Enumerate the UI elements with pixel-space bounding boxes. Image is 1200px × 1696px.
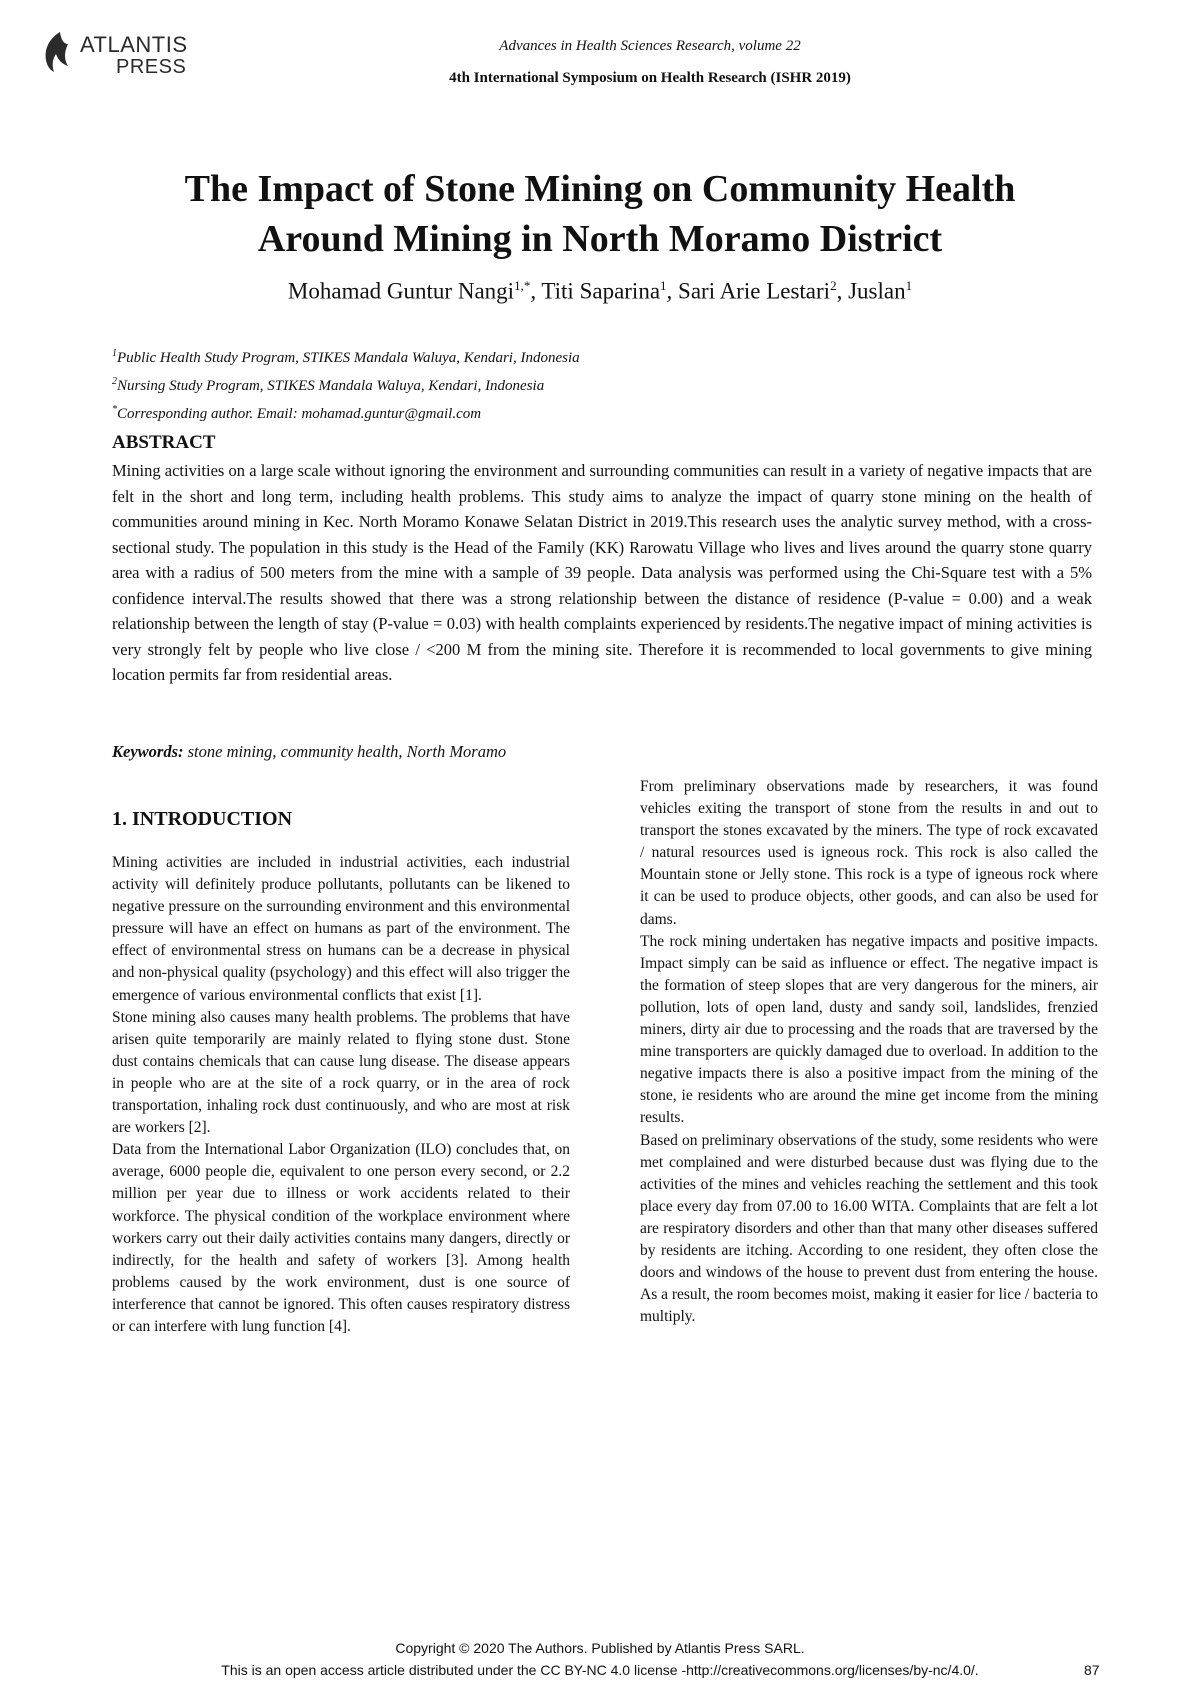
author-affiliation-marker: 1 [660,278,667,293]
body-paragraph: Stone mining also causes many health problems. The problems that have arisen quite temporarily are mainly related to flying stone dust. Stone dust contains chemicals that can cause lung disease. The disease appears in people who are at the site of a rock quarry, or in the area of rock transportation, inhaling rock dust continuously, and who are most at risk are workers [2]. [112,1008,570,1137]
author-name: Juslan [848,278,906,304]
body-paragraph: The rock mining undertaken has negative impacts and positive impacts. Impact simply can be said as influence or effect. The negative impact is the formation of steep slopes that are very dangerous for the miners, air pollution, lots of open land, dusty and sandy soil, landslides, frenzied miners, dirty air due to processing and the roads that are traversed by the mine transporters are quickly damaged due to overload. In addition to the negative impacts there is also a positive impact from the mining of the stone, ie residents who are around the mine get income from the mining results. [640,932,1098,1127]
body-paragraph: Data from the International Labor Organization (ILO) concludes that, on average, 6000 people die, equivalent to one person every second, or 2.2 million per year due to illness or work accidents related to their workforce. The physical condition of the workplace environment where workers carry out their daily activities contains many dangers, directly or indirectly, for the health and safety of workers [3]. Among health problems caused by the work environment, dust is one source of interference that cannot be ignored. This often causes respiratory distress or can interfere with lung function [4]. [112,1141,570,1335]
footer-license: This is an open access article distributed under the CC BY-NC 4.0 license -http://creativecommons.org/licenses/by-nc/4.0/. [221,1662,979,1678]
author-separator: , [666,278,679,304]
body-paragraph: Based on preliminary observations of the study, some residents who were met complained and were disturbed because dust was flying due to the activities of the mines and vehicles reaching the settlement and this took place every day from 07.00 to 16.00 WITA. Complaints that are felt a lot are respiratory disorders and other than that many other diseases suffered by residents are itching. According to one resident, they often close the doors and windows of the house to prevent dust from entering the house. As a result, the room becomes moist, making it easier for lice / bacteria to multiply. [640,1131,1098,1326]
title-line-1: The Impact of Stone Mining on Community Health [184,168,1016,210]
author-separator: , [836,278,849,304]
body-paragraph: Mining activities are included in industrial activities, each industrial activity will definitely produce pollutants, pollutants can be likened to negative pressure on the surrounding environment and this environmental pressure will have an effect on humans as part of the environment. The effect of environmental stress on humans can be a decrease in physical and non-physical quality (psychology) and this effect will also trigger the emergence of various environmental conflicts that exist [1]. [112,854,570,1004]
affiliation-text: Nursing Study Program, STIKES Mandala Waluya, Kendari, Indonesia [117,378,545,394]
keywords-label: Keywords: [112,742,184,761]
title-line-2: Around Mining in North Moramo District [257,218,943,260]
affiliation-marker: 2 [112,376,117,387]
series-title: Advances in Health Sciences Research, volume 22 [499,38,801,54]
section-heading-introduction: 1. INTRODUCTION [112,808,293,830]
author-affiliation-marker: 1,* [514,278,531,293]
affiliation-list [112,342,580,426]
author-name: Mohamad Guntur Nangi [287,278,515,304]
author-list [120,278,1080,305]
affiliation-item [112,398,580,426]
author-separator: , [530,278,542,304]
footer-copyright: Copyright © 2020 The Authors. Published by Atlantis Press SARL. [395,1640,805,1656]
affiliation-marker: 1 [112,348,117,359]
logo-text-press: PRESS [116,56,187,78]
author-affiliation-marker: 2 [830,278,837,293]
conference-title: 4th International Symposium on Health Research (ISHR 2019) [449,70,851,86]
affiliation-item [112,342,580,370]
author-affiliation-marker: 1 [905,278,913,293]
abstract-heading: ABSTRACT [112,432,216,453]
affiliation-text: Public Health Study Program, STIKES Mandala Waluya, Kendari, Indonesia [117,350,580,366]
page-number: 87 [1084,1662,1100,1678]
publisher-logo [40,28,190,80]
author-name: Sari Arie Lestari [678,278,831,304]
keywords-line [112,742,506,762]
keywords-text: stone mining, community health, North Moramo [187,742,507,761]
body-paragraph: From preliminary observations made by researchers, it was found vehicles exiting the transport of stone from the results in and out to transport the stones excavated by the miners. The type of rock excavated / natural resources used is igneous rock. This rock is also called the Mountain stone or Jelly stone. This rock is a type of igneous rock where it can be used to produce objects, other goods, and can also be used for dams. [640,778,1098,928]
atlantis-press-logo-icon [40,30,74,74]
author-name: Titi Saparina [541,278,661,304]
left-column [112,852,570,1338]
right-column [640,776,1098,1328]
logo-text-atlantis: ATLANTIS [80,32,188,57]
paper-title [120,164,1080,264]
affiliation-text: Corresponding author. Email: mohamad.guntur@gmail.com [117,406,482,422]
affiliation-item [112,370,580,398]
abstract-text: Mining activities on a large scale without ignoring the environment and surrounding communities can result in a variety of negative impacts that are felt in the short and long term, including health problems. This study aims to analyze the impact of quarry stone mining on the health of communities around mining in Kec. North Moramo Konawe Selatan District in 2019.This research uses the analytic survey method, with a cross-sectional study. The population in this study is the Head of the Family (KK) Rarowatu Village who lives and lives around the quarry stone quarry area with a radius of 500 meters from the mine with a sample of 39 people. Data analysis was performed using the Chi-Square test with a 5% confidence interval.The results showed that there was a strong relationship between the distance of residence (P-value = 0.00) and a weak relationship between the length of stay (P-value = 0.03) with health complaints experienced by residents.The negative impact of mining activities is very strongly felt by people who live close / <200 M from the mining site. Therefore it is recommended to local governments to give mining location permits far from residential areas. [112,461,1092,684]
affiliation-marker: * [112,404,117,415]
